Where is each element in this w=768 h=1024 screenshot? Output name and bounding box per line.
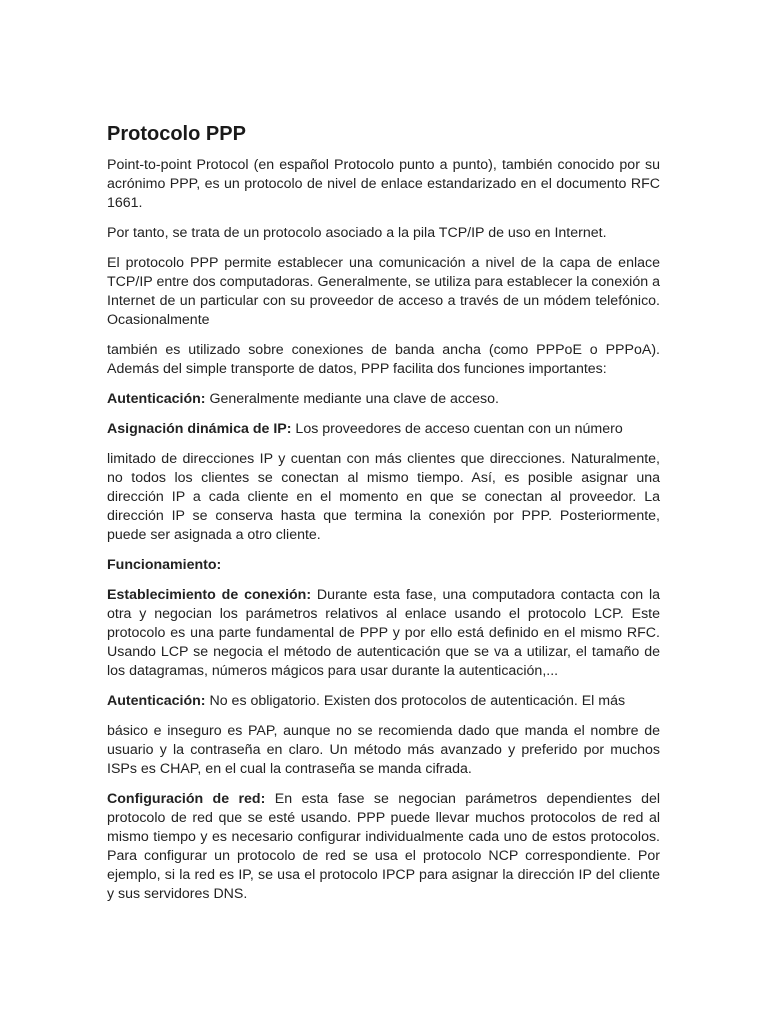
paragraph-intro: Point-to-point Protocol (en español Protocolo punto a punto), también conocido por su acrónimo PPP, es un protocolo de nivel de enlace estandarizado en el documento RFC 1661. bbox=[107, 157, 660, 211]
authentication-label: Autenticación: bbox=[107, 391, 206, 407]
connection-establishment-text: Durante esta fase, una computadora contacta con la otra y negocian los parámetros relativos al enlace usando el protocolo LCP. Este protocolo es una parte fundamental de PPP y por ello está definido en el mismo RFC. Usando LCP se negocia el método de autenticación que se va a utilizar, el tamaño de los datagramas, números mágicos para usar durante la autenticación,... bbox=[107, 587, 660, 679]
paragraph-authentication-phase bbox=[107, 692, 660, 711]
paragraph-broadband: también es utilizado sobre conexiones de banda ancha (como PPPoE o PPPoA). Además del simple transporte de datos, PPP facilita dos funciones importantes: bbox=[107, 342, 660, 377]
authentication-phase-label: Autenticación: bbox=[107, 693, 206, 709]
paragraph-tcpip: Por tanto, se trata de un protocolo asociado a la pila TCP/IP de uso en Internet. bbox=[107, 225, 607, 241]
functioning-heading: Funcionamiento: bbox=[107, 557, 222, 573]
paragraph-pap-chap: básico e inseguro es PAP, aunque no se recomienda dado que manda el nombre de usuario y la contraseña en claro. Un método más avanzado y preferido por muchos ISPs es CHAP, en el cual la contraseña se manda cifrada. bbox=[107, 723, 660, 777]
paragraph-ppp-description: El protocolo PPP permite establecer una comunicación a nivel de la capa de enlace TCP/IP entre dos computadoras. Generalmente, se utiliza para establecer la conexión a Internet de un particular con su proveedor de acceso a través de un módem telefónico. Ocasionalmente bbox=[107, 255, 660, 328]
paragraph-network-configuration bbox=[107, 790, 660, 904]
dynamic-ip-text: Los proveedores de acceso cuentan con un número bbox=[291, 421, 623, 437]
authentication-text: Generalmente mediante una clave de acceso. bbox=[205, 391, 499, 407]
network-configuration-text: En esta fase se negocian parámetros dependientes del protocolo de red que se esté usando. PPP puede llevar muchos protocolos de red al mismo tiempo y es necesario configurar individualmente cada uno de estos protocolos. Para configurar un protocolo de red se usa el protocolo NCP correspondiente. Por ejemplo, si la red es IP, se usa el protocolo IPCP para asignar la dirección IP del cliente y sus servidores DNS. bbox=[107, 791, 660, 902]
network-configuration-label: Configuración de red: bbox=[107, 791, 266, 807]
paragraph-functioning-heading bbox=[107, 556, 660, 575]
connection-establishment-label: Establecimiento de conexión: bbox=[107, 587, 312, 603]
dynamic-ip-label: Asignación dinámica de IP: bbox=[107, 421, 292, 437]
document-title: Protocolo PPP bbox=[107, 123, 246, 145]
document-page bbox=[107, 122, 660, 915]
paragraph-dynamic-ip bbox=[107, 420, 660, 439]
paragraph-connection-establishment bbox=[107, 586, 660, 681]
authentication-phase-text: No es obligatorio. Existen dos protocolos de autenticación. El más bbox=[205, 693, 626, 709]
paragraph-ip-limits: limitado de direcciones IP y cuentan con más clientes que direcciones. Naturalmente, no todos los clientes se conectan al mismo tiempo. Así, es posible asignar una dirección IP a cada cliente en el momento en que se conectan al proveedor. La dirección IP se conserva hasta que termina la conexión por PPP. Posteriormente, puede ser asignada a otro cliente. bbox=[107, 451, 660, 543]
paragraph-authentication bbox=[107, 390, 660, 409]
